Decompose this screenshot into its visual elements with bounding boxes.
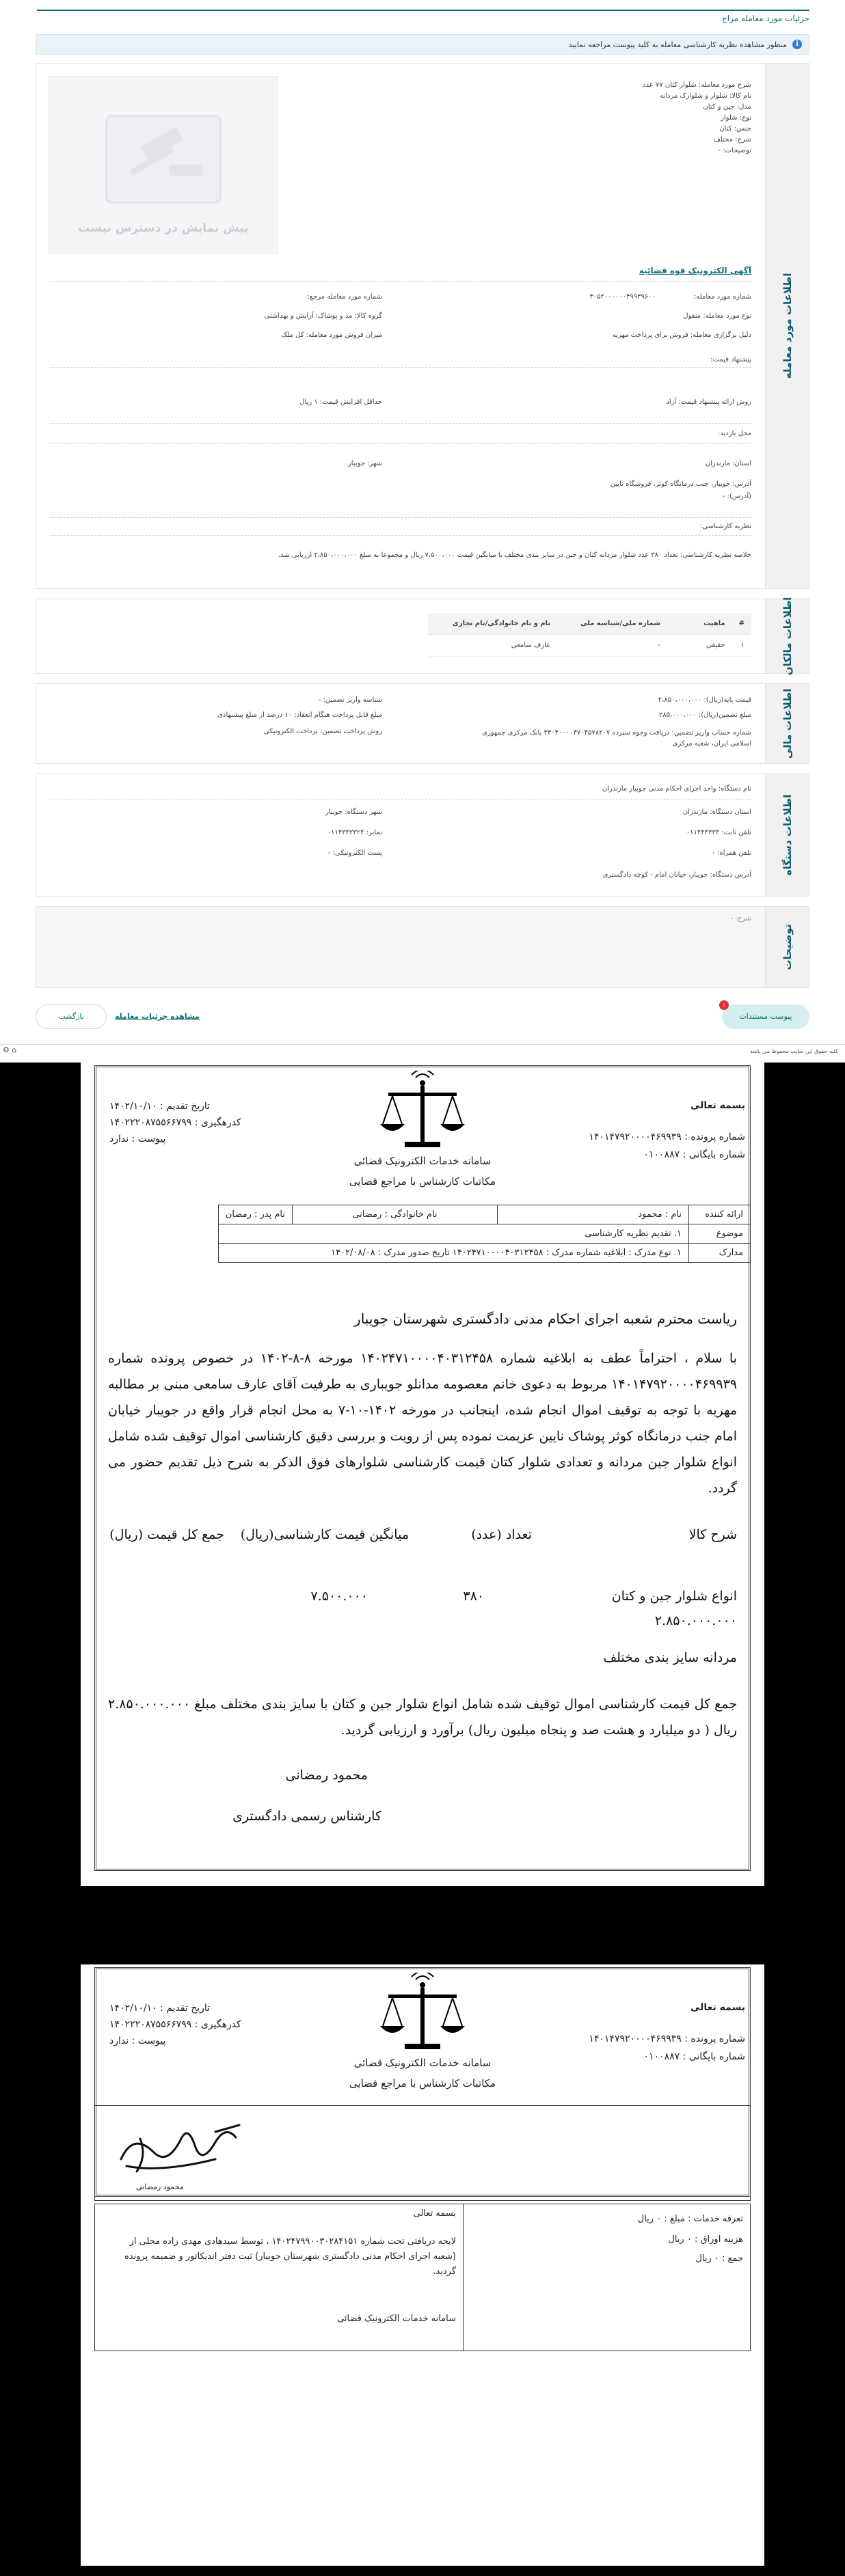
- location-address: آدرس: جویبار، جنب درمانگاه کوثر، فروشگاه نایین: [610, 480, 751, 488]
- office-province: استان دستگاه: مازندران: [682, 808, 751, 816]
- table-header: #: [732, 613, 751, 635]
- fees-total: جمع : ۰ ریال: [695, 2253, 743, 2264]
- price-method: روش ارائه پیشنهاد قیمت: آزاد: [666, 398, 751, 406]
- col-item: شرح کالا: [688, 1527, 737, 1542]
- footer-settings-icon[interactable]: ⚙ ⌂: [3, 1045, 17, 1054]
- item-qty: ۳۸۰: [463, 1589, 484, 1604]
- submitter-father-name: نام پدر : رمضان: [218, 1205, 292, 1224]
- receipt-text: لایحه دریافتی تحت شماره ۱۴۰۲۴۷۹۹۰۰۳۰۲۸۴۱۵۱ ، توسط سیدهادی مهدی زاده محلی از (شعبه اجرای احکام مدنی دادگستری شهرستان جویبار) ثبت دفتر اندیکاتور و ضمیمه پرونده گردید.: [124, 2236, 456, 2277]
- deal-number: ۳۰۵۲۰۰۰۰۰۰۴۹۹۳۹۶۰۰: [589, 293, 656, 301]
- doc-org-subtitle: مکاتبات کارشناس با مراجع قضایی: [349, 2077, 496, 2089]
- doc-archive-number: شماره بایگانی : ۰۱۰۰۸۸۷: [643, 1149, 745, 1160]
- owners-table: [428, 613, 751, 657]
- doc-bismillah: بسمه تعالی: [690, 2002, 745, 2013]
- owners-section-label: اطلاعات مالکان: [765, 599, 809, 673]
- signature-name: محمود رمضانی: [136, 2182, 184, 2191]
- item-image-placeholder: [49, 76, 278, 254]
- breadcrumb[interactable]: جزئیات مورد معامله مزاج: [722, 14, 809, 23]
- documents-count-badge: ۱: [719, 1000, 729, 1010]
- office-phone: تلفن ثابت: ۰۱۱۴۴۴۳۳۴: [686, 829, 751, 836]
- footer-divider: [0, 1044, 845, 1045]
- opinion-section-title: نظریه کارشناسی:: [700, 523, 751, 530]
- fees-cell: [463, 2204, 750, 2351]
- item-desc: مردانه سایز بندی مختلف: [603, 1650, 737, 1665]
- doc-case-number: شماره پرونده : ۱۴۰۱۴۷۹۲۰۰۰۰۴۶۹۹۳۹: [589, 2033, 745, 2044]
- location-city: شهر: جویبار: [347, 460, 382, 467]
- info-message: منظور مشاهده نظریه کارشناسی معامله به کلید پیوست مراجعه نمایید: [568, 40, 787, 49]
- deposit-id: شناسه واریز تضمین: -: [318, 696, 382, 704]
- item-avg: ۷.۵۰۰.۰۰۰: [310, 1589, 368, 1604]
- deal-section: [36, 63, 809, 589]
- submitter-last-name: نام خانوادگی : رمضانی: [293, 1205, 498, 1224]
- table-header: ماهیت: [667, 613, 732, 635]
- item-name: انواع شلوار جین و کتان: [611, 1589, 737, 1604]
- letter-salutation: ریاست محترم شعبه اجرای احکام مدنی دادگستری شهرستان جویبار: [354, 1311, 737, 1327]
- notes-text: شرح: -: [730, 915, 751, 922]
- office-city: شهر دستگاه: جویبار: [325, 808, 382, 816]
- info-icon: i: [792, 40, 802, 49]
- final-payment: مبلغ قابل پرداخت هنگام انعقاد: ۱۰ درصد از مبلغ پیشنهادی: [217, 711, 382, 719]
- receipt-cell: [95, 2204, 463, 2351]
- doc-archive-number: شماره بایگانی : ۰۱۰۰۸۸۷: [643, 2051, 745, 2062]
- table-row: [218, 1244, 750, 1263]
- owners-section: [36, 599, 809, 674]
- doc-bismillah: بسمه تعالی: [690, 1100, 745, 1111]
- breadcrumb-line: [37, 10, 809, 11]
- document-page-1: [81, 1063, 764, 1886]
- financial-section: [36, 683, 809, 764]
- doc-tracking-code: کدرهگیری : ۱۴۰۲۲۲۰۸۷۵۵۶۶۷۹۹: [109, 2019, 241, 2030]
- submitter-label: ارائه کننده: [689, 1205, 751, 1224]
- location-section-title: محل بازدید:: [717, 430, 751, 437]
- table-header: شماره ملی/شناسه ملی: [557, 613, 667, 635]
- auction-number: شماره مورد معامله مرجع:: [307, 293, 382, 301]
- table-header: نام و نام خانوادگی/نام تجاری: [428, 613, 557, 635]
- handwritten-signature: [113, 2118, 250, 2180]
- info-banner: [36, 34, 809, 55]
- doc-info-table: [218, 1205, 751, 1263]
- letter-signer-title: کارشناس رسمی دادگستری: [232, 1809, 381, 1824]
- location-extra: (آدرس): -: [722, 493, 751, 500]
- opinion-summary: خلاصه نظریه کارشناسی: تعداد ۳۸۰ عدد شلوار مردانه کتان و جین در سایز بندی مختلف با میانگین قیمت ۷،۵۰۰،۰۰۰ ریال و مجموعا به مبلغ ۲،۸۵۰،۰۰۰،۰۰۰ ارزیابی شد.: [278, 551, 751, 559]
- office-fax: نمابر: ۰۱۱۴۳۳۲۳۲۴: [327, 829, 382, 836]
- web-page: [0, 0, 845, 1063]
- paper-cost: هزینه اوراق : ۰ ریال: [668, 2234, 743, 2245]
- col-total: جمع کل قیمت (ریال): [109, 1527, 224, 1542]
- doc-submit-date: تاریخ تقدیم : ۱۴۰۲/۱۰/۱۰: [109, 1101, 211, 1112]
- deal-group: گروه کالا: مد و پوشاک: آرایش و بهداشتی: [264, 312, 382, 320]
- back-button[interactable]: بازگشت: [36, 1004, 107, 1029]
- doc-attachment: پیوست : ندارد: [109, 2036, 166, 2046]
- placeholder-text: پیش نمایش در دسترس نیست: [78, 221, 249, 235]
- receipt-system-name: سامانه خدمات الکترونیک قضائی: [337, 2314, 456, 2324]
- submitter-first-name: نام : محمود: [498, 1205, 689, 1224]
- signature-box: [94, 2105, 751, 2201]
- gavel-icon: [105, 115, 222, 204]
- receipt-table: [94, 2204, 751, 2351]
- footer-copyright: کلیه حقوق این سایت محفوظ می باشد: [749, 1048, 838, 1054]
- col-qty: تعداد (عدد): [471, 1527, 532, 1542]
- view-documents-button[interactable]: پیوست مستندات: [722, 1004, 809, 1029]
- receipt-bismillah: بسمه تعالی: [413, 2208, 456, 2219]
- base-price: قیمت پایه(ریال): ۲،۸۵۰،۰۰۰،۰۰۰: [658, 696, 751, 704]
- subject-value: ۱. تقدیم نظریه کارشناسی: [218, 1224, 688, 1244]
- letter-paragraph-1: با سلام ، احتراماً عطف به ابلاغیه شماره ۱۴۰۲۴۷۱۰۰۰۰۴۰۳۱۲۴۵۸ مورخه ۸-۸-۱۴۰۲ در خصوص پرونده شماره ۱۴۰۱۴۷۹۲۰۰۰۰۴۶۹۹۳۹ مربوط به دعوی خانم معصومه مدانلو جویباری به طرفیت آقای عارف سامعی مبنی بر مطالبه مهریه با توجه به توقیف اموال انجام شده، اینجانب در مورخه ۱۴۰۲-۱۰-۷ به محل انجام قرار واقع در جویبار خیابان امام جنب درمانگاه کوثر پوشاک نایین عزیمت نموده پس از رویت و بررسی دقیق کارشناسی اموال توقیف شده شامل انواع شلوار جین مردانه و تعدادی شلوار کتان قیمت کارشناسی شلوارهای فوق الذکر به شرح ذیل تقدیم حضور می گردد.: [108, 1351, 738, 1496]
- doc-submit-date: تاریخ تقدیم : ۱۴۰۲/۱۰/۱۰: [109, 2003, 211, 2014]
- office-mobile: تلفن همراه: -: [712, 849, 751, 857]
- min-price: حداقل افزایش قیمت: ۱ ریال: [299, 398, 382, 406]
- office-name: نام دستگاه: واحد اجرای احکام مدنی جویبار مازندران: [602, 785, 751, 793]
- price-section-title: پیشنهاد قیمت:: [710, 356, 751, 364]
- deal-reason: دلیل برگزاری معامله: فروش برای پرداخت مهریه: [612, 331, 751, 339]
- col-avg: میانگین قیمت کارشناسی(ریال): [240, 1527, 409, 1542]
- letter-paragraph-2: جمع کل قیمت کارشناسی اموال توقیف شده شامل انواع شلوار جین و کتان با سایز بندی مختلف مبلغ ۲.۸۵۰.۰۰۰.۰۰۰ ریال ( دو میلیارد و هشت صد و پنجاه میلیون ریال) برآورد و ارزیابی گردید.: [108, 1697, 737, 1738]
- letter-signer: محمود رمضانی: [285, 1768, 368, 1783]
- docs-label: مدارک: [689, 1244, 751, 1263]
- payment-method: روش پرداخت تضمین: پرداخت الکترونیکی: [263, 728, 382, 735]
- table-row: ۱ حقیقی - عارف سامعی: [428, 635, 751, 657]
- deal-number-label: شماره مورد معامله:: [693, 293, 751, 301]
- subject-label: موضوع: [689, 1224, 751, 1244]
- document-page-2: [81, 1964, 764, 2566]
- justice-scale-icon: [379, 1973, 466, 2055]
- doc-org-subtitle: مکاتبات کارشناس با مراجع قضایی: [349, 1175, 496, 1188]
- item-total: ۲.۸۵۰.۰۰۰.۰۰۰: [654, 1613, 737, 1628]
- deal-type: نوع مورد معامله: منقول: [683, 312, 751, 320]
- location-province: استان: مازندران: [705, 460, 751, 467]
- financial-section-label: اطلاعات مالی: [765, 684, 809, 763]
- doc-attachment: پیوست : ندارد: [109, 1134, 166, 1145]
- document-viewer: [0, 1063, 845, 2576]
- notes-section: [36, 906, 809, 988]
- deal-description: شرح مورد معامله: شلوار کتان ۷۷ عدد نام کالا: شلوار و شلوارک مردانه مدل: جین و کتان نوع: شلوار جنس: کتان شرح: مختلف توضیحات: -: [643, 81, 751, 154]
- table-row: [218, 1205, 750, 1224]
- doc-org-title: سامانه خدمات الکترونیک قضائی: [353, 1155, 492, 1167]
- doc-org-title: سامانه خدمات الکترونیک قضائی: [353, 2057, 492, 2069]
- office-address: آدرس دستگاه: جویبار، خیابان امام - کوچه دادگستری: [602, 871, 751, 879]
- doc-tracking-code: کدرهگیری : ۱۴۰۲۲۲۰۸۷۵۵۶۶۷۹۹: [109, 1117, 241, 1128]
- office-section-label: اطلاعات دستگاه: [765, 774, 809, 896]
- deposit-amount: مبلغ تضمین(ریال): ۲۸۵،۰۰۰،۰۰۰: [658, 711, 751, 719]
- table-row: [218, 1224, 750, 1244]
- deposit-account: شماره حساب واریز تضمین: دریافت وجوه سپرده ۳۳۰۳۰۰۰۰۳۷۰۴۵۷۸۲۰۷ بانک مرکزی جمهوری اسلامی ایران، شعبه مرکزی: [482, 729, 751, 748]
- office-email: پست الکترونیکی: -: [327, 849, 382, 857]
- tariff: تعرفه خدمات : مبلغ : ۰ ریال: [637, 2214, 743, 2224]
- view-deal-details-link[interactable]: مشاهده جزئیات معامله: [115, 1012, 200, 1021]
- justice-scale-icon: [379, 1071, 466, 1153]
- notes-section-label: توضیحات: [765, 907, 809, 987]
- office-section: [36, 773, 809, 896]
- deal-section-label: اطلاعات مورد معامله: [765, 64, 809, 588]
- doc-case-number: شماره پرونده : ۱۴۰۱۴۷۹۲۰۰۰۰۴۶۹۹۳۹: [589, 1132, 745, 1142]
- sale-share: میزان فروش مورد معامله: کل ملک: [281, 331, 382, 339]
- docs-value: ۱. نوع مدرک : ابلاغیه شماره مدرک : ۱۴۰۲۴۷۱۰۰۰۰۴۰۳۱۲۴۵۸ تاریخ صدور مدرک : ۱۴۰۲/۰۸/۰۸: [218, 1244, 688, 1263]
- ad-link[interactable]: آگهی الکترونیک قوه قضائیه: [639, 266, 751, 275]
